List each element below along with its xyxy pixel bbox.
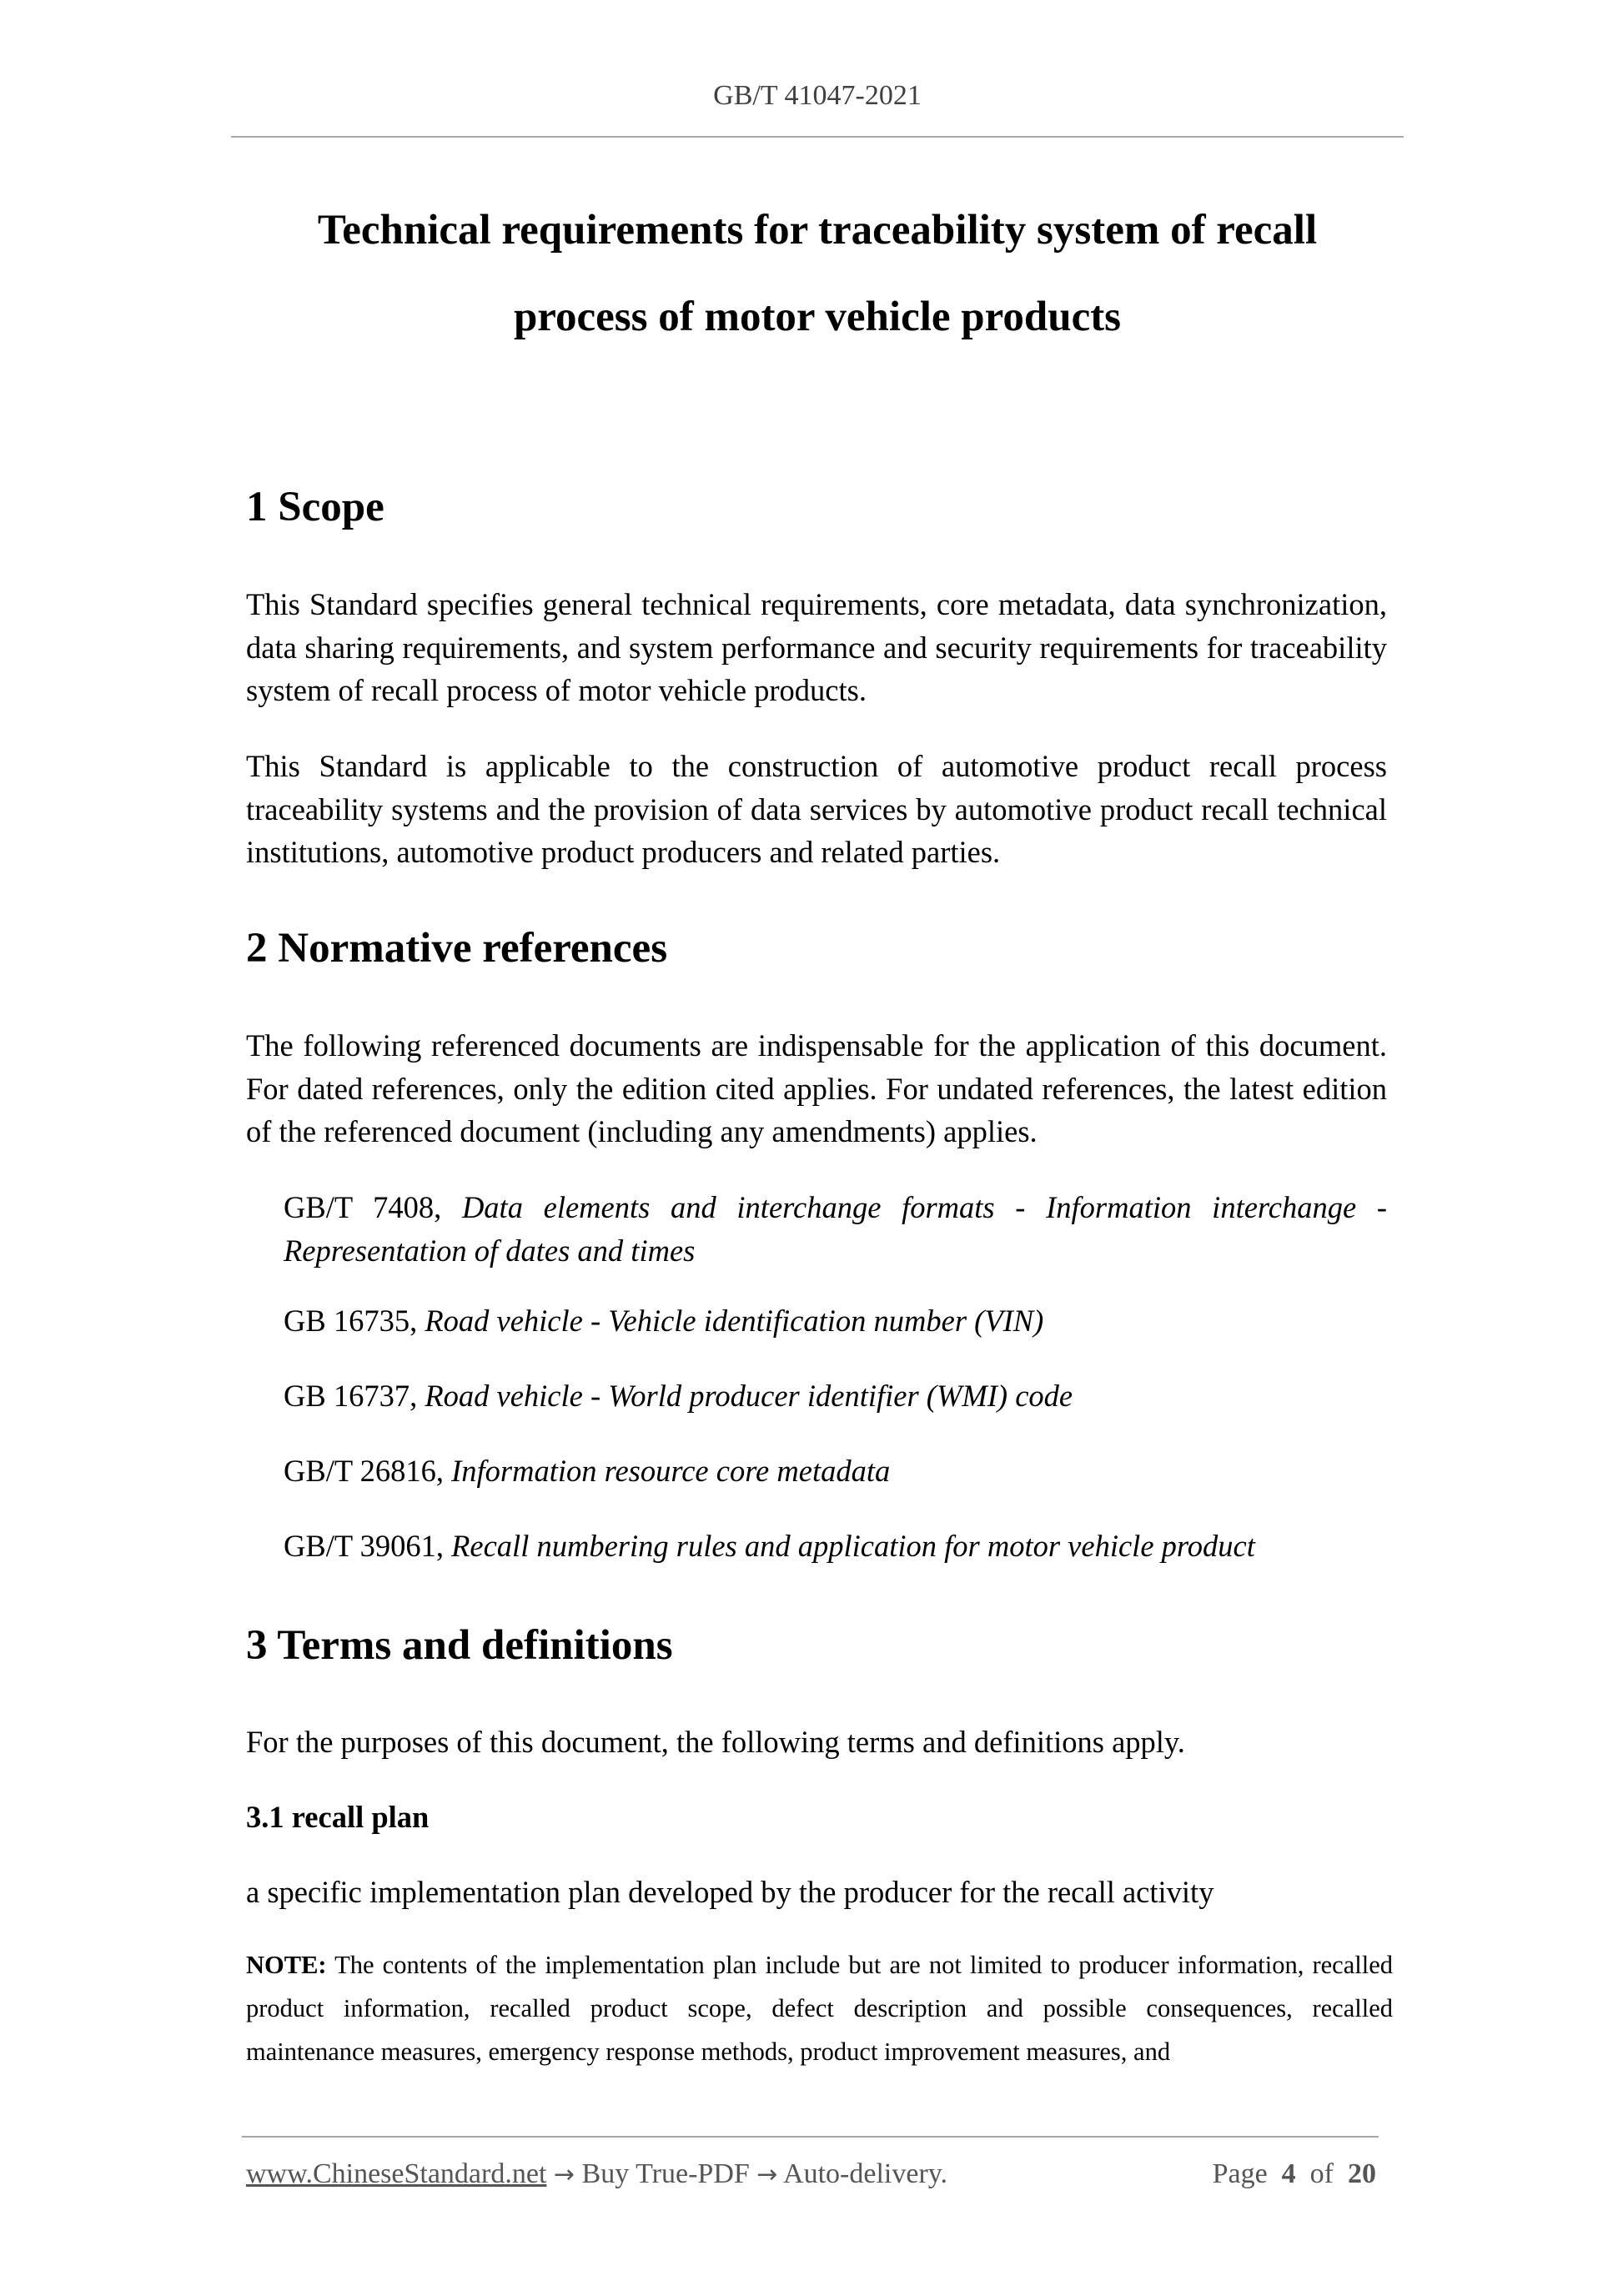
page-word: Page: [1212, 2158, 1268, 2189]
scope-paragraph-1: This Standard specifies general technical requirements, core metadata, data synchronization, data sharing requirements, and system performance and security requirements for traceability system of recall process of motor vehicle products.: [246, 587, 1387, 707]
reference-title: Data elements and interchange formats - Information interchange - Representation of dates and times: [284, 1190, 1387, 1268]
title-line-2: process of motor vehicle products: [513, 294, 1122, 340]
term-heading: 3.1 recall plan: [246, 1800, 430, 1834]
arrow-right-icon: →: [756, 2160, 778, 2189]
section-heading-scope: 1 Scope: [246, 484, 384, 530]
reference-title: Road vehicle - World producer identifier (WMI) code: [425, 1379, 1073, 1413]
page-number: 4: [1281, 2158, 1296, 2189]
reference-code: GB/T 7408,: [284, 1190, 442, 1224]
auto-delivery-text: Auto-delivery.: [783, 2158, 948, 2189]
scope-paragraph-2: This Standard is applicable to the construction of automotive product recall process traceability systems and the provision of data services by automotive product recall technical institutions, automotive product producers and related parties.: [246, 749, 1387, 869]
reference-item: [284, 1525, 1387, 1568]
document-title: [231, 187, 1404, 360]
reference-code: GB/T 39061,: [284, 1529, 444, 1563]
reference-code: GB/T 26816,: [284, 1454, 444, 1488]
reference-title: Information resource core metadata: [451, 1454, 891, 1488]
page-total: 20: [1348, 2158, 1376, 2189]
footer-promo: [246, 2158, 947, 2190]
reference-title: Recall numbering rules and application for motor vehicle product: [451, 1529, 1255, 1563]
of-word: of: [1309, 2158, 1334, 2189]
header-rule: [231, 136, 1404, 138]
section-heading-normative-references: 2 Normative references: [246, 925, 668, 972]
reference-item: [284, 1374, 1387, 1418]
reference-code: GB 16737,: [284, 1379, 418, 1413]
reference-code: GB 16735,: [284, 1304, 418, 1338]
term-definition: a specific implementation plan developed by the producer for the recall activity: [246, 1875, 1214, 1909]
section-heading-terms-and-definitions: 3 Terms and definitions: [246, 1622, 673, 1669]
note-text: The contents of the implementation plan include but are not limited to producer information, recalled product information, recalled product scope, defect description and possible consequences, recalled maintenance measures, emergency response methods, product improvement measures, and: [246, 1951, 1393, 2066]
running-header: GB/T 41047-2021: [713, 80, 922, 111]
page-indicator: [1213, 2158, 1376, 2190]
term-note: [246, 1943, 1393, 2073]
title-line-1: Technical requirements for traceability system of recall: [317, 207, 1318, 254]
reference-item: [284, 1186, 1387, 1272]
website-link[interactable]: www.ChineseStandard.net: [246, 2158, 547, 2189]
arrow-right-icon: →: [553, 2160, 575, 2189]
footer-rule: [242, 2136, 1379, 2138]
reference-item: [284, 1299, 1387, 1343]
terms-intro-paragraph: For the purposes of this document, the following terms and definitions apply.: [246, 1725, 1185, 1759]
note-label: NOTE:: [246, 1951, 327, 1979]
reference-title: Road vehicle - Vehicle identification number (VIN): [425, 1304, 1044, 1338]
reference-item: [284, 1449, 1387, 1493]
buy-true-pdf-text: Buy True-PDF: [581, 2158, 750, 2189]
normative-intro-paragraph: The following referenced documents are indispensable for the application of this document. For dated references, only the edition cited applies. For undated references, the latest edition of the referenced document (including any amendments) applies.: [246, 1028, 1387, 1148]
